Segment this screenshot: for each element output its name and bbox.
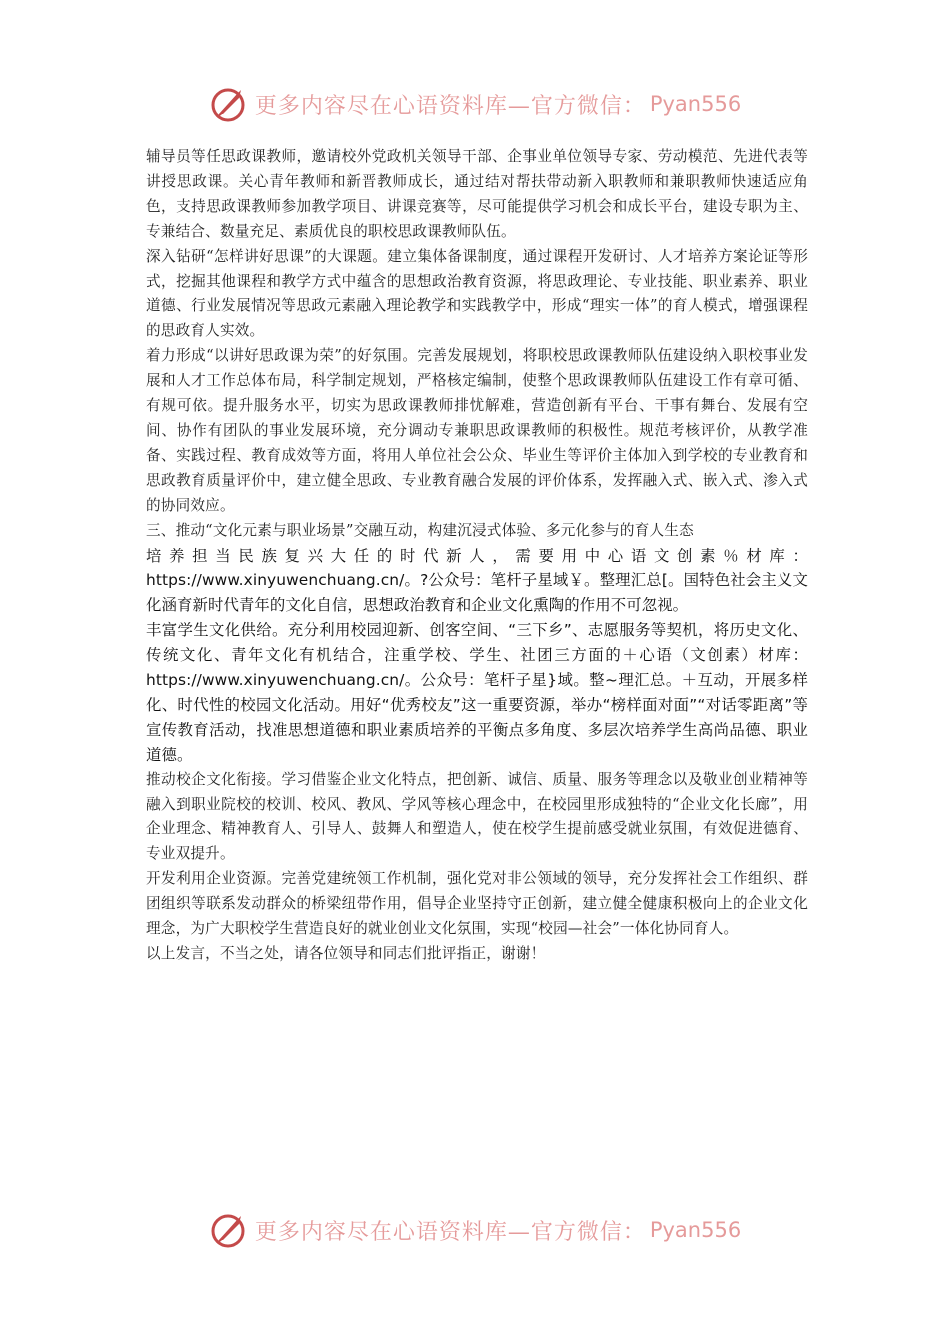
paragraph-8: 开发利用企业资源。完善党建统领工作机制，强化党对非公领域的领导，充分发挥社会工作组织、群团组织等联系发动群众的桥梁纽带作用，倡导企业坚持守正创新，建立健全健康积极向上的企业文化理念，为广大职校学生营造良好的就业创业文化氛围，实现“校园—社会”一体化协同育人。 — [146, 870, 808, 938]
closing-paragraph: 以上发言，不当之处，请各位领导和同志们批评指正，谢谢！ — [146, 945, 546, 962]
footer-watermark — [0, 1208, 950, 1252]
paragraph-5: 培养担当民族复兴大任的时代新人，需要用中心语文创素％材库：https://www.xinyuwenchuang.cn/。?公众号：笔杆子星域￥。整理汇总[。国特色社会主义文化涵育新时代青年的文化自信，思想政治教育和企业文化熏陶的作用不可忽视。 — [146, 546, 808, 615]
watermark-text: 更多内容尽在心语资料库—官方微信： — [254, 1219, 646, 1245]
quill-logo-icon — [209, 1210, 249, 1250]
watermark-wechat-id: Pyan556 — [649, 92, 742, 116]
paragraph-2: 深入钻研“怎样讲好思课”的大课题。建立集体备课制度，通过课程开发研讨、人才培养方案论证等形式，挖掘其他课程和教学方式中蕴含的思想政治教育资源，将思政理论、专业技能、职业素养、职业道德、行业发展情况等思政元素融入理论教学和实践教学中，形成“理实一体”的育人模式，增强课程的思政育人实效。 — [146, 247, 808, 340]
header-watermark — [0, 82, 950, 126]
section-heading-3: 三、推动“文化元素与职业场景”交融互动，构建沉浸式体验、多元化参与的育人生态 — [146, 521, 694, 539]
paragraph-1: 辅导员等任思政课教师，邀请校外党政机关领导干部、企事业单位领导专家、劳动模范、先进代表等讲授思政课。关心青年教师和新晋教师成长，通过结对帮扶带动新入职教师和兼职教师快速适应角色，支持思政课教师参加教学项目、讲课竞赛等，尽可能提供学习机会和成长平台，建设专职为主、专兼结合、数量充足、素质优良的职校思政课教师队伍。 — [146, 148, 808, 240]
paragraph-3: 着力形成“以讲好思政课为荣”的好氛围。完善发展规划，将职校思政课教师队伍建设纳入职校事业发展和人才工作总体布局，科学制定规划，严格核定编制，使整个思政课教师队伍建设工作有章可循、有规可依。提升服务水平，切实为思政课教师排忧解难，营造创新有平台、干事有舞台、发展有空间、协作有团队的事业发展环境，充分调动专兼职思政课教师的积极性。规范考核评价，从教学准备、实践过程、教育成效等方面，将用人单位社会公众、毕业生等评价主体加入到学校的专业教育和思政教育质量评价中，建立健全思政、专业教育融合发展的评价体系，发挥融入式、嵌入式、渗入式的协同效应。 — [146, 347, 808, 514]
paragraph-7: 推动校企文化衔接。学习借鉴企业文化特点，把创新、诚信、质量、服务等理念以及敬业创业精神等融入到职业院校的校训、校风、教风、学风等核心理念中，在校园里形成独特的“企业文化长廊”，用企业理念、精神教育人、引导人、鼓舞人和塑造人，使在校学生提前感受就业氛围，有效促进德育、专业双提升。 — [146, 770, 808, 863]
paragraph-6: 丰富学生文化供给。充分利用校园迎新、创客空间、“三下乡”、志愿服务等契机，将历史文化、传统文化、青年文化有机结合，注重学校、学生、社团三方面的＋心语（文创素）材库：https://www.xinyuwenchuang.cn/。公众号：笔杆子星}域。整~理汇总。＋互动，开展多样化、时代性的校园文化活动。用好“优秀校友”这一重要资源，举办“榜样面对面”“对话零距离”等宣传教育活动，找准思想道德和职业素质培养的平衡点多角度、多层次培养学生高尚品德、职业道德。 — [146, 621, 808, 764]
watermark-wechat-id: Pyan556 — [649, 1218, 742, 1242]
watermark-text: 更多内容尽在心语资料库—官方微信： — [254, 93, 646, 119]
document-body — [146, 145, 808, 967]
quill-logo-icon — [209, 84, 249, 124]
